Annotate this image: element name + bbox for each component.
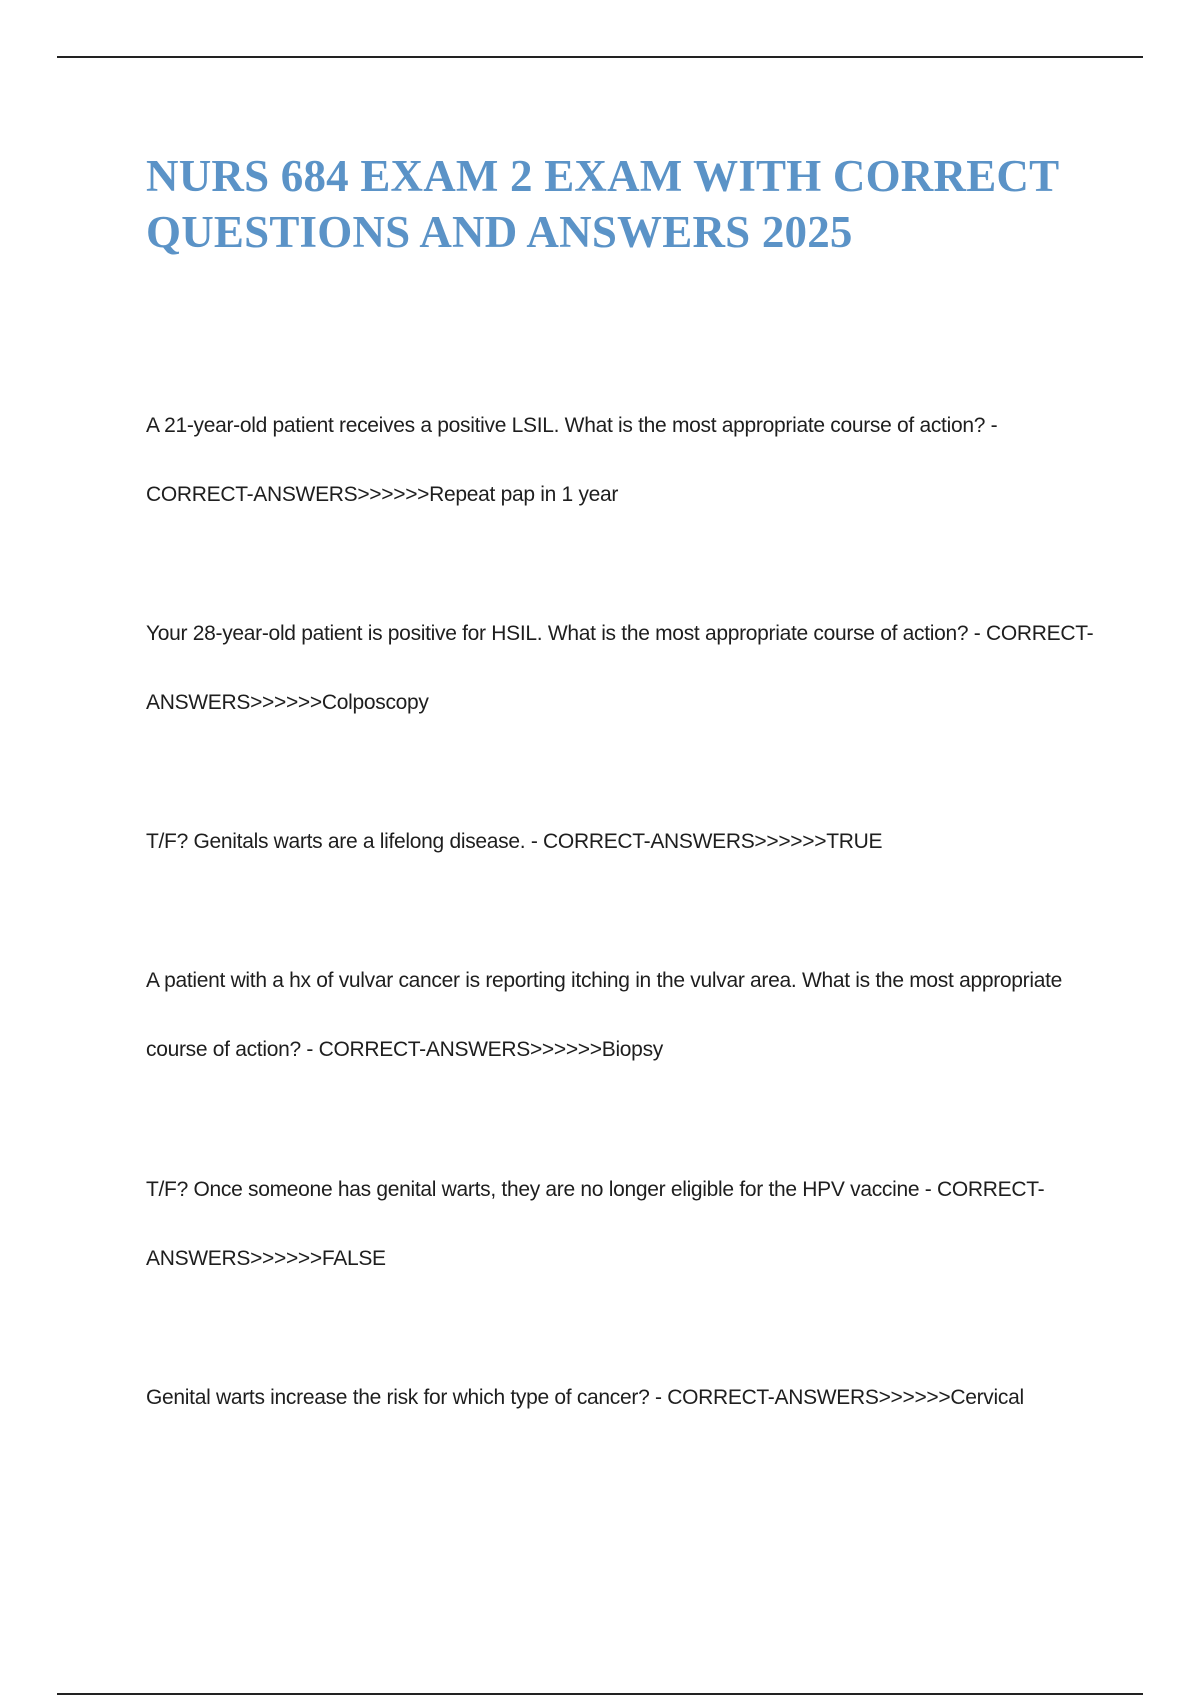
answer-text: Cervical: [950, 1386, 1024, 1409]
answer-separator: - CORRECT-ANSWERS>>>>>>: [146, 622, 1094, 714]
question-text: Genital warts increase the risk for which type of cancer?: [146, 1386, 650, 1409]
answer-text: Biopsy: [601, 1038, 663, 1061]
answer-separator: - CORRECT-ANSWERS>>>>>>: [146, 414, 998, 506]
document-title: NURS 684 EXAM 2 EXAM WITH CORRECT QUESTIONS AND ANSWERS 2025: [146, 151, 1059, 257]
question-text: A 21-year-old patient receives a positive LSIL. What is the most appropriate course of action?: [146, 414, 986, 437]
qa-item-5: [146, 1155, 1106, 1293]
answer-separator: - CORRECT-ANSWERS>>>>>>: [146, 1178, 1045, 1270]
footer-rule: [57, 1693, 1143, 1695]
question-text: T/F? Genitals warts are a lifelong disease.: [146, 830, 526, 853]
answer-text: Colposcopy: [321, 691, 429, 714]
question-text: A patient with a hx of vulvar cancer is reporting itching in the vulvar area. What is the most appropriate course of action?: [146, 969, 1063, 1061]
qa-item-2: [146, 599, 1106, 737]
qa-item-1: [146, 391, 1106, 529]
qa-item-6: [146, 1363, 1106, 1432]
answer-text: Repeat pap in 1 year: [429, 483, 619, 506]
answer-text: TRUE: [826, 830, 883, 853]
answer-separator: - CORRECT-ANSWERS>>>>>>: [649, 1386, 951, 1409]
question-text: T/F? Once someone has genital warts, they are no longer eligible for the HPV vaccine: [146, 1178, 920, 1201]
answer-separator: - CORRECT-ANSWERS>>>>>>: [525, 830, 827, 853]
question-text: Your 28-year-old patient is positive for HSIL. What is the most appropriate course of action?: [146, 622, 969, 645]
answer-text: FALSE: [321, 1247, 386, 1270]
answer-separator: - CORRECT-ANSWERS>>>>>>: [300, 1038, 602, 1061]
header-rule: [57, 56, 1143, 58]
qa-item-3: [146, 807, 1106, 876]
qa-item-4: [146, 946, 1106, 1084]
